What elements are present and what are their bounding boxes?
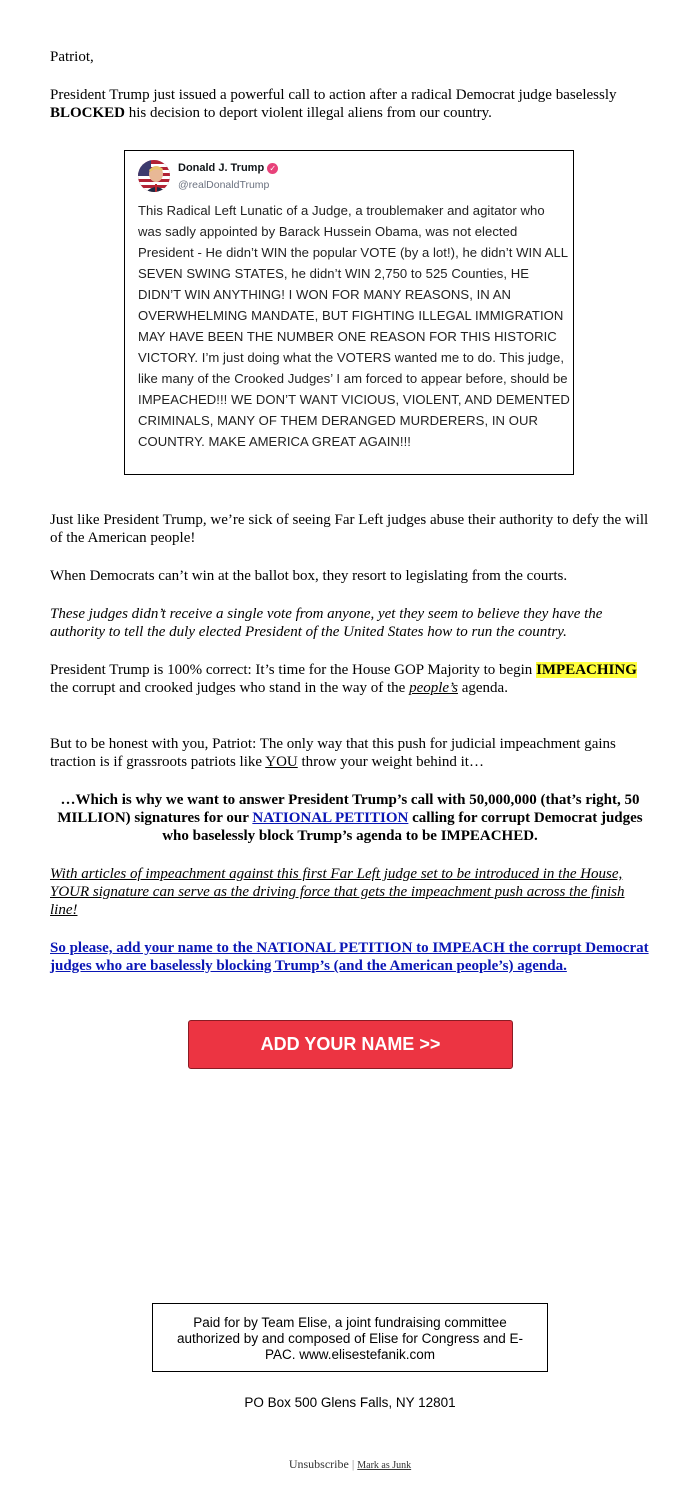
avatar-image bbox=[138, 160, 170, 192]
p4-text-pre: President Trump is 100% correct: It’s time for the House GOP Majority to begin bbox=[50, 662, 537, 678]
p4-text-mid: the corrupt and crooked judges who stand in the way of the bbox=[50, 680, 410, 696]
tweet-handle: @realDonaldTrump bbox=[178, 179, 270, 191]
paragraph-50-million bbox=[48, 791, 652, 845]
greeting: Patriot, bbox=[50, 49, 94, 65]
unsubscribe-link[interactable]: Unsubscribe bbox=[288, 1457, 349, 1471]
intro-text-post: his decision to deport violent illegal aliens from our country. bbox=[125, 105, 492, 121]
mark-as-junk-link[interactable]: Mark as Junk bbox=[357, 1460, 412, 1471]
footer-separator: | bbox=[351, 1457, 355, 1471]
paragraph-judges-no-vote: These judges didn’t receive a single vote from anyone, yet they seem to believe they have the authority to tell the duly elected President of the United States how to run the country. bbox=[50, 606, 603, 640]
p6-text-post: calling for corrupt Democrat judges who baselessly block Trump’s agenda to be IMPEACHED. bbox=[162, 810, 643, 844]
add-name-petition-link[interactable]: So please, add your name to the NATIONAL PETITION to IMPEACH the corrupt Democrat judges who are baselessly blocking Trump’s (and the American people’s) agenda. bbox=[50, 940, 649, 974]
embedded-tweet bbox=[124, 150, 574, 475]
p4-text-post: agenda. bbox=[457, 680, 508, 696]
paragraph-impeaching bbox=[50, 661, 650, 697]
p5-text-pre: But to be honest with you, Patriot: The only way that this push for judicial impeachment gains traction is if grassroots patriots like bbox=[50, 736, 616, 770]
intro-bold-word: BLOCKED bbox=[50, 105, 126, 121]
paid-for-disclaimer: Paid for by Team Elise, a joint fundraising committee authorized by and composed of Elise for Congress and E-PAC. www.elisestefanik.com bbox=[152, 1303, 548, 1372]
paragraph-articles-of-impeachment: With articles of impeachment against this first Far Left judge set to be introduced in the House, YOUR signature can serve as the driving force that gets the impeachment push across the finish line! bbox=[50, 866, 625, 918]
verified-badge-icon: ✓ bbox=[267, 163, 278, 174]
p4-peoples: people’s bbox=[409, 680, 458, 696]
p5-text-post: throw your weight behind it… bbox=[297, 754, 484, 770]
mailing-address: PO Box 500 Glens Falls, NY 12801 bbox=[244, 1395, 456, 1410]
paragraph-add-name bbox=[50, 939, 650, 975]
email-footer bbox=[0, 1457, 700, 1472]
avatar bbox=[138, 160, 170, 192]
paragraph-sick-of-judges: Just like President Trump, we’re sick of seeing Far Left judges abuse their authority to defy the will of the American people! bbox=[50, 512, 649, 546]
paragraph-ballot-box: When Democrats can’t win at the ballot box, they resort to legislating from the courts. bbox=[50, 568, 568, 584]
intro-text-pre: President Trump just issued a powerful call to action after a radical Democrat judge baselessly bbox=[50, 87, 617, 103]
highlighted-impeaching: IMPEACHING bbox=[536, 662, 637, 678]
tweet-text: This Radical Left Lunatic of a Judge, a troublemaker and agitator who was sadly appointed by Barack Hussein Obama, was not elected President - He didn’t WIN the popular VOTE (by a lot!), he didn’t WIN ALL SEVEN SWING STATES, he didn’t WIN 2,750 to 525 Counties, HE DIDN’T WIN ANYTHING! I WON FOR MANY REASONS, IN AN OVERWHELMING MANDATE, BUT FIGHTING ILLEGAL IMMIGRATION MAY HAVE BEEN THE NUMBER ONE REASON FOR THIS HISTORIC VICTORY. I’m just doing what the VOTERS wanted me to do. This judge, like many of the Crooked Judges’ I am forced to appear before, should be IMPEACHED!!! WE DON’T WANT VICIOUS, VIOLENT, AND DEMENTED CRIMINALS, MANY OF THEM DERANGED MURDERERS, IN OUR COUNTRY. MAKE AMERICA GREAT AGAIN!!! bbox=[138, 203, 570, 449]
p5-you: YOU bbox=[265, 754, 298, 770]
intro-paragraph bbox=[50, 86, 650, 122]
add-your-name-button[interactable]: ADD YOUR NAME >> bbox=[188, 1020, 513, 1069]
paragraph-grassroots bbox=[50, 735, 650, 771]
tweet-author bbox=[178, 162, 278, 174]
p6-text-pre: …Which is why we want to answer President Trump’s call with 50,000,000 (that’s right, 50 MILLION) signatures for our bbox=[57, 792, 640, 826]
tweet-author-name: Donald J. Trump bbox=[178, 162, 265, 174]
national-petition-link[interactable]: NATIONAL PETITION bbox=[252, 810, 409, 826]
